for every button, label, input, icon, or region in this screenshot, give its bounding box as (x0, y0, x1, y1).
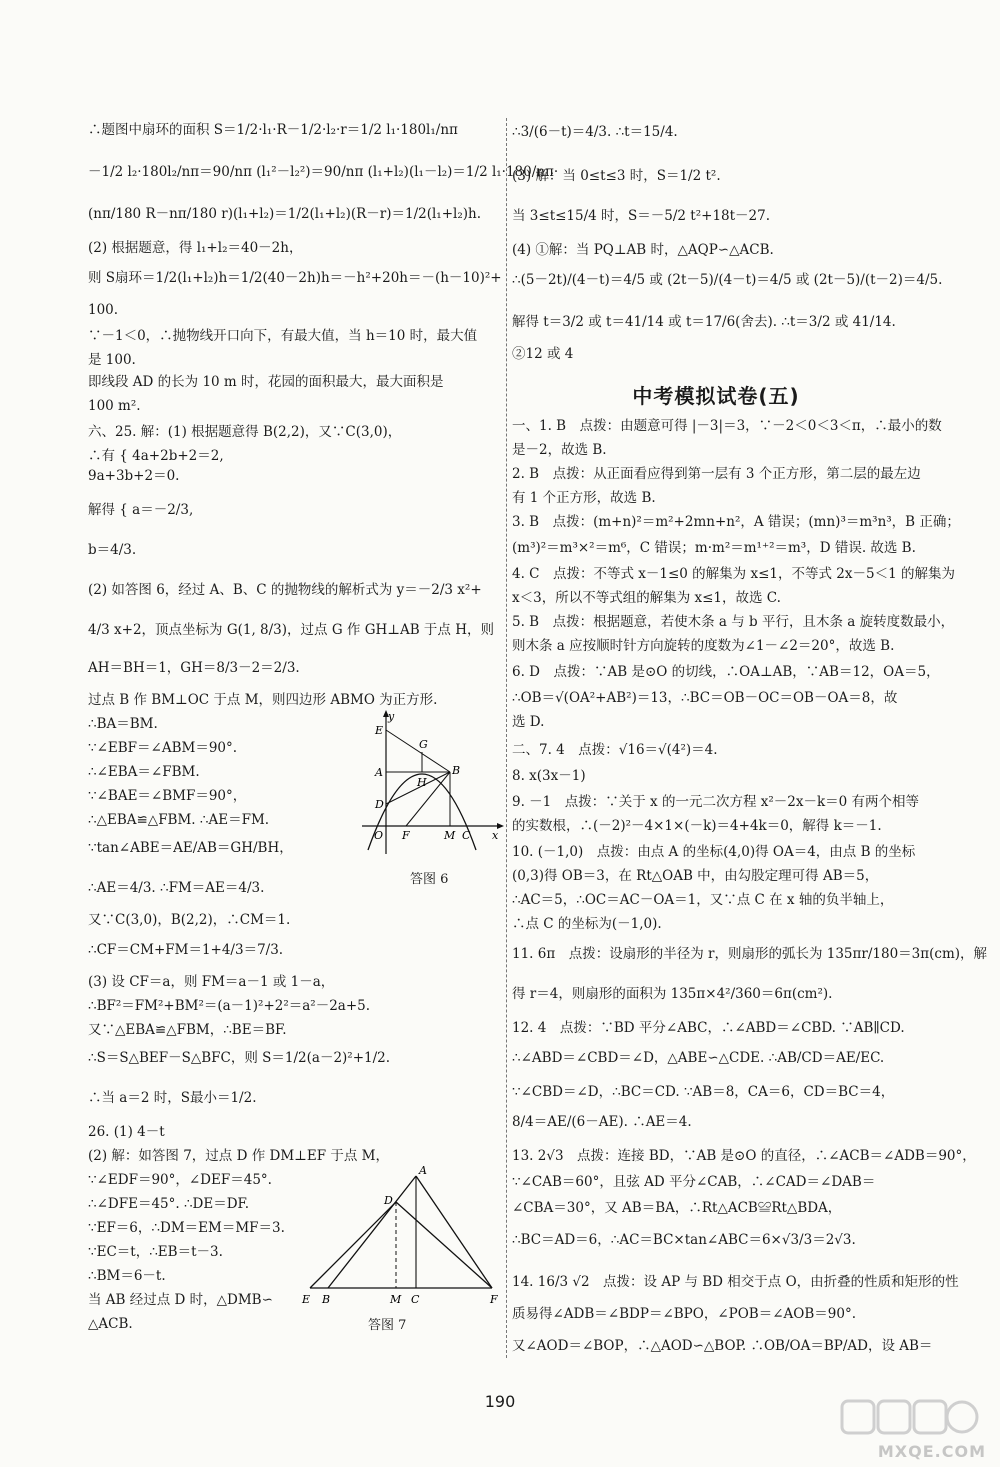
left-text-line: ∴题图中扇环的面积 S＝1/2·l₁·R－1/2·l₂·r＝1/2 l₁·180l₁/nπ (88, 122, 458, 138)
right-text-line: 一、1. B 点拨：由题意可得 |－3|＝3，∵－2＜0＜3＜π，∴最小的数 (512, 418, 942, 434)
left-text-line: ∴当 a＝2 时，S最小＝1/2. (88, 1090, 257, 1106)
right-text-line: ②12 或 4 (512, 346, 574, 362)
right-text-line: x＜3，所以不等式组的解集为 x≤1，故选 C. (512, 590, 781, 606)
fig7-label-D: D (384, 1194, 393, 1207)
right-text-line: 13. 2√3 点拨：连接 BD，∵AB 是⊙O 的直径，∴∠ACB＝∠ADB＝90°， (512, 1148, 976, 1164)
watermark (836, 1397, 986, 1461)
right-text-line: 是－2，故选 B. (512, 442, 607, 458)
right-text-line: 10. (－1,0) 点拨：由点 A 的坐标(4,0)得 OA＝4，由点 B 的坐标 (512, 844, 916, 860)
left-text-line: (2) 根据题意，得 l₁+l₂＝40－2h， (88, 240, 303, 256)
left-text-line: ∴AE＝4/3. ∴FM＝AE＝4/3. (88, 880, 265, 896)
right-text-line: 12. 4 点拨：∵BD 平分∠ABC，∴∠ABD＝∠CBD. ∵AB∥CD. (512, 1020, 905, 1036)
fig7-label-M: M (390, 1293, 402, 1306)
left-text-line: b＝4/3. (88, 542, 137, 558)
right-text-line: 解得 t＝3/2 或 t＝41/14 或 t＝17/6(舍去). ∴t＝3/2 或 41/14. (512, 314, 896, 330)
fig6-label-y: y (388, 710, 395, 723)
fig7-label-B: B (322, 1293, 331, 1306)
fig6-label-O: O (374, 829, 384, 842)
fig6-label-D: D (375, 798, 384, 811)
right-text-line: 则木条 a 应按顺时针方向旋转的度数为∠1－∠2＝20°，故选 B. (512, 638, 895, 654)
right-text-line: ∵∠CBD＝∠D，∴BC＝CD. ∵AB＝8，CA＝6，CD＝BC＝4， (512, 1084, 895, 1100)
left-text-line: ∵∠EDF＝90°，∠DEF＝45°. (88, 1172, 272, 1188)
right-text-line: ∴∠ABD＝∠CBD＝∠D，△ABE∽△CDE. ∴AB/CD＝AE/EC. (512, 1050, 885, 1066)
right-text-line: 有 1 个正方形，故选 B. (512, 490, 656, 506)
fig6-label-E: E (375, 724, 384, 737)
triangle-diagram (298, 1160, 504, 1310)
left-text-line: (3) 设 CF＝a，则 FM＝a－1 或 1－a， (88, 974, 335, 990)
left-text-line: 六、25. 解：(1) 根据题意得 B(2,2)，又∵C(3,0)， (88, 424, 402, 440)
left-text-line: ∴S＝S△BEF－S△BFC，则 S＝1/2(a－2)²+1/2. (88, 1050, 391, 1066)
left-text-line: ∴CF＝CM+FM＝1+4/3＝7/3. (88, 942, 284, 958)
right-text-line: 又∠AOD＝∠BOP，∴△AOD∽△BOP. ∴OB/OA＝BP/AD，设 AB＝ (512, 1338, 933, 1354)
left-text-line: 是 100. (88, 352, 136, 368)
left-text-line: ∴BA＝BM. (88, 716, 158, 732)
fig7-label-F: F (490, 1293, 498, 1306)
figure-6 (358, 708, 508, 858)
right-text-line: 14. 16/3 √2 点拨：设 AP 与 BD 相交于点 O，由折叠的性质和矩形的性 (512, 1274, 959, 1290)
fig6-label-H: H (417, 776, 427, 789)
left-text-line: (2) 如答图 6，经过 A、B、C 的抛物线的解析式为 y＝－2/3 x²+ (88, 582, 482, 598)
right-text-line: 选 D. (512, 714, 545, 730)
left-text-line: ∵－1＜0，∴抛物线开口向下，有最大值，当 h＝10 时，最大值 (88, 328, 478, 344)
right-text-line: (0,3)得 OB＝3，在 Rt△OAB 中，由勾股定理可得 AB＝5， (512, 868, 879, 884)
right-text-line: 8. x(3x－1) (512, 768, 586, 784)
left-text-line: 26. (1) 4－t (88, 1124, 165, 1140)
right-text-line: 二、7. 4 点拨：√16＝√(4²)＝4. (512, 742, 718, 758)
right-text-line: 9. －1 点拨：∵关于 x 的一元二次方程 x²－2x－k＝0 有两个相等 (512, 794, 920, 810)
left-text-line: ∵EF＝6，∴DM＝EM＝MF＝3. (88, 1220, 285, 1236)
fig6-label-x: x (492, 829, 499, 842)
left-text-line: ∴BM＝6－t. (88, 1268, 166, 1284)
right-text-line: 6. D 点拨：∵AB 是⊙O 的切线，∴OA⊥AB，∵AB＝12，OA＝5， (512, 664, 940, 680)
right-text-line: 4. C 点拨：不等式 x－1≤0 的解集为 x≤1，不等式 2x－5＜1 的解集为 (512, 566, 955, 582)
left-text-line: 100 m². (88, 398, 141, 414)
left-text-line: ∴BF²＝FM²+BM²＝(a－1)²+2²＝a²－2a+5. (88, 998, 371, 1014)
left-text-line: 9a+3b+2＝0. (88, 468, 180, 484)
left-text-line: ∵∠EBF＝∠ABM＝90°. (88, 740, 238, 756)
right-text-line: (4) ①解：当 PQ⊥AB 时，△AQP∽△ACB. (512, 242, 774, 258)
right-text-line: ∴(5－2t)/(4－t)＝4/5 或 (2t－5)/(4－t)＝4/5 或 (2t－5)/(t－2)＝4/5. (512, 272, 943, 288)
left-text-line: (2) 解：如答图 7，过点 D 作 DM⊥EF 于点 M， (88, 1148, 389, 1164)
right-text-line: 3. B 点拨：(m+n)²＝m²+2mn+n²，A 错误；(mn)³＝m³n³，B 正确； (512, 514, 960, 530)
figure-7 (298, 1160, 504, 1310)
right-text-line: ∵∠CAB＝60°，且弦 AD 平分∠CAB，∴∠CAD＝∠DAB＝ (512, 1174, 876, 1190)
left-text-line: 当 AB 经过点 D 时，△DMB∽ (88, 1292, 273, 1308)
right-text-line: (3) 解：当 0≤t≤3 时，S＝1/2 t². (512, 168, 721, 184)
fig6-label-F: F (402, 829, 410, 842)
right-text-line: ∴OB＝√(OA²+AB²)＝13，∴BC＝OB－OC＝OB－OA＝8，故 (512, 690, 898, 706)
section-title: 中考模拟试卷(五) (632, 384, 800, 408)
right-text-line: (m³)²＝m³×²＝m⁶，C 错误；m·m²＝m¹⁺²＝m³，D 错误. 故选 B. (512, 540, 916, 556)
right-text-line: ∴BC＝AD＝6，∴AC＝BC×tan∠ABC＝6×√3/3＝2√3. (512, 1232, 856, 1248)
left-text-line: ∴∠DFE＝45°. ∴DE＝DF. (88, 1196, 250, 1212)
left-text-line: ∴∠EBA＝∠FBM. (88, 764, 200, 780)
parabola-diagram (358, 708, 508, 858)
right-text-line: 得 r＝4，则扇形的面积为 135π×4²/360＝6π(cm²). (512, 986, 833, 1002)
fig7-label-C: C (411, 1293, 420, 1306)
fig6-label-C: C (462, 829, 471, 842)
fig6-label-M: M (444, 829, 456, 842)
left-text-line: 解得 { a＝－2/3, (88, 502, 194, 518)
figure-6-caption: 答图 6 (410, 872, 449, 887)
fig7-label-A: A (419, 1164, 427, 1177)
left-text-line: 即线段 AD 的长为 10 m 时，花园的面积最大，最大面积是 (88, 374, 444, 390)
right-text-line: 8/4＝AE/(6－AE). ∴AE＝4. (512, 1114, 692, 1130)
right-text-line: ∴点 C 的坐标为(－1,0). (512, 916, 662, 932)
watermark-logo-icon (840, 1397, 980, 1441)
left-text-line: ∴有 { 4a+2b+2＝2, (88, 448, 224, 464)
right-text-line: 质易得∠ADB＝∠BDP＝∠BPO，∠POB＝∠AOB＝90°. (512, 1306, 856, 1322)
left-text-line: ∵∠BAE＝∠BMF＝90°， (88, 788, 247, 804)
figure-7-caption: 答图 7 (368, 1318, 407, 1333)
fig7-label-E: E (302, 1293, 311, 1306)
left-text-line: 又∵C(3,0)，B(2,2)，∴CM＝1. (88, 912, 291, 928)
left-text-line: 100. (88, 302, 119, 318)
left-text-line: 则 S扇环＝1/2(l₁+l₂)h＝1/2(40－2h)h＝－h²+20h＝－(h－10)²+ (88, 270, 502, 286)
right-text-line: 当 3≤t≤15/4 时，S＝－5/2 t²+18t－27. (512, 208, 771, 224)
left-text-line: (nπ/180 R－nπ/180 r)(l₁+l₂)＝1/2(l₁+l₂)(R－r)＝1/2(l₁+l₂)h. (88, 206, 482, 222)
page-number: 190 (484, 1392, 516, 1411)
fig6-label-G: G (419, 738, 428, 751)
right-text-line: 11. 6π 点拨：设扇形的半径为 r，则扇形的弧长为 135πr/180＝3π(cm)，解 (512, 946, 988, 962)
right-text-line: 2. B 点拨：从正面看应得到第一层有 3 个正方形，第二层的最左边 (512, 466, 921, 482)
left-text-line: AH＝BH＝1，GH＝8/3－2＝2/3. (88, 660, 300, 676)
right-text-line: 的实数根，∴(－2)²－4×1×(－k)＝4+4k＝0，解得 k＝－1. (512, 818, 882, 834)
left-text-line: －1/2 l₂·180l₂/nπ＝90/nπ (l₁²－l₂²)＝90/nπ (l₁+l₂)(l₁－l₂)＝1/2 l₁·180/nπ· (88, 164, 559, 180)
left-text-line: ∴△EBA≌△FBM. ∴AE＝FM. (88, 812, 270, 828)
left-text-line: ∵EC＝t，∴EB＝t－3. (88, 1244, 223, 1260)
left-text-line: 4/3 x+2，顶点坐标为 G(1, 8/3)，过点 G 作 GH⊥AB 于点 H，则 (88, 622, 494, 638)
left-text-line: ∵tan∠ABE＝AE/AB＝GH/BH， (88, 840, 293, 856)
left-text-line: 又∵△EBA≌△FBM，∴BE＝BF. (88, 1022, 287, 1038)
right-text-line: 5. B 点拨：根据题意，若使木条 a 与 b 平行，且木条 a 旋转度数最小， (512, 614, 955, 630)
fig6-label-A: A (375, 766, 383, 779)
left-text-line: △ACB. (88, 1316, 133, 1332)
watermark-text: MXQE.COM (877, 1442, 986, 1461)
right-text-line: ∴AC＝5，∴OC＝AC－OA＝1，又∵点 C 在 x 轴的负半轴上， (512, 892, 894, 908)
left-text-line: 过点 B 作 BM⊥OC 于点 M，则四边形 ABMO 为正方形. (88, 692, 438, 708)
right-text-line: ∴3/(6－t)＝4/3. ∴t＝15/4. (512, 124, 678, 140)
right-text-line: ∠CBA＝30°，又 AB＝BA，∴Rt△ACB≌Rt△BDA， (512, 1200, 842, 1216)
fig6-label-B: B (452, 764, 461, 777)
